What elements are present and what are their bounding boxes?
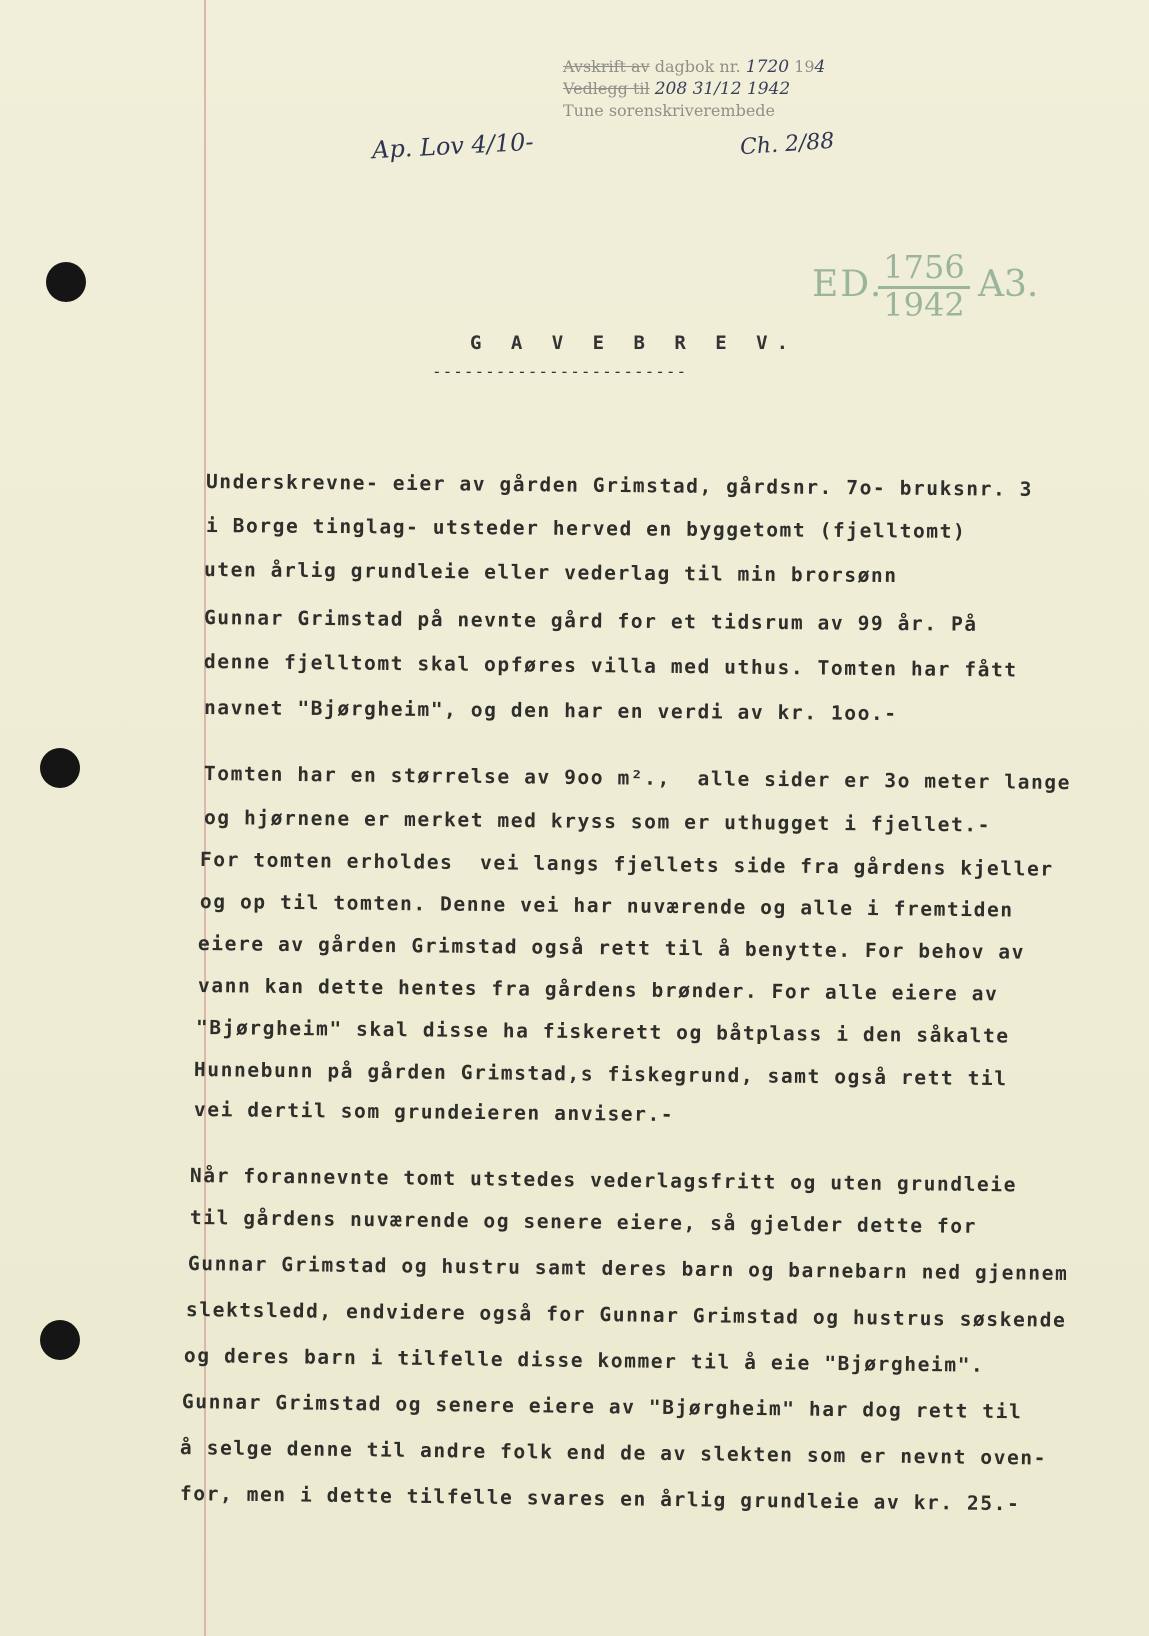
body-line: vann kan dette hentes fra gårdens brønder. For alle eiere av xyxy=(197,974,999,1006)
body-line: Gunnar Grimstad og senere eiere av "Bjørgheim" har dog rett til xyxy=(181,1390,1023,1424)
stamp-line-1: Avskrift av dagbok nr. 1720 194 xyxy=(563,57,826,77)
body-line: Når forannevnte tomt utstedes vederlagsfritt og uten grundleie xyxy=(189,1164,1018,1197)
document-title: G A V E B R E V. xyxy=(470,332,798,354)
handwritten-reference: Ch. 2/88 xyxy=(739,128,836,161)
body-line: til gårdens nuværende og senere eiere, så gjelder dette for xyxy=(189,1206,978,1238)
body-line: denne fjelltomt skal opføres villa med uthus. Tomten har fått xyxy=(203,650,1018,682)
handwritten-note: Ap. Lov 4/10- xyxy=(371,127,535,165)
body-line: navnet "Bjørgheim", og den har en verdi av kr. 1oo.- xyxy=(203,696,898,726)
body-line: og deres barn i tilfelle disse kommer til å eie "Bjørgheim". xyxy=(183,1344,985,1377)
body-line: og hjørnene er merket med kryss som er uthugget i fjellet.- xyxy=(203,806,992,837)
punch-hole-bottom xyxy=(40,1320,80,1360)
dagbok-number: 1720 xyxy=(745,57,790,77)
body-line: eiere av gården Grimstad også rett til å benytte. For behov av xyxy=(197,932,1026,964)
body-line: For tomten erholdes vei langs fjellets side fra gårdens kjeller xyxy=(199,848,1054,881)
body-line: vei dertil som grundeieren anviser.- xyxy=(193,1098,675,1127)
body-line: Underskrevne- eier av gården Grimstad, gårdsnr. 7o- bruksnr. 3 xyxy=(205,470,1034,501)
stamp-line-2: Vedlegg til 208 31/12 1942 xyxy=(563,79,791,99)
body-line: i Borge tinglag- utsteder herved en byggetomt (fjelltomt) xyxy=(205,514,967,543)
body-line: uten årlig grundleie eller vederlag til min brorsønn xyxy=(203,558,898,588)
title-underline: ------------------------ xyxy=(432,362,688,381)
punch-hole-middle xyxy=(40,748,80,788)
body-line: Gunnar Grimstad på nevnte gård for et tidsrum av 99 år. På xyxy=(203,606,978,636)
body-line: og op til tomten. Denne vei har nuværende og alle i fremtiden xyxy=(199,890,1014,922)
register-stamp: ED. 1756 1942 A3. xyxy=(812,248,1039,324)
body-line: å selge denne til andre folk end de av slekten som er nevnt oven- xyxy=(179,1436,1048,1470)
office-stamp xyxy=(563,56,923,122)
body-line: "Bjørgheim" skal disse ha fiskerett og båtplass i den såkalte xyxy=(195,1016,1010,1048)
body-line: Tomten har en størrelse av 9oo m²., alle sider er 3o meter lange xyxy=(203,762,1072,795)
stamp-line-3: Tune sorenskriverembede xyxy=(563,101,775,120)
body-line: Gunnar Grimstad og hustru samt deres barn og barnebarn ned gjennem xyxy=(187,1252,1069,1285)
body-line: slektsledd, endvidere også for Gunnar Grimstad og hustrus søskende xyxy=(185,1298,1067,1332)
body-line: Hunnebunn på gården Grimstad,s fiskegrund, samt også rett til xyxy=(193,1058,1008,1091)
punch-hole-top xyxy=(46,262,86,302)
body-line: for, men i dette tilfelle svares en årlig grundleie av kr. 25.- xyxy=(179,1482,1021,1516)
